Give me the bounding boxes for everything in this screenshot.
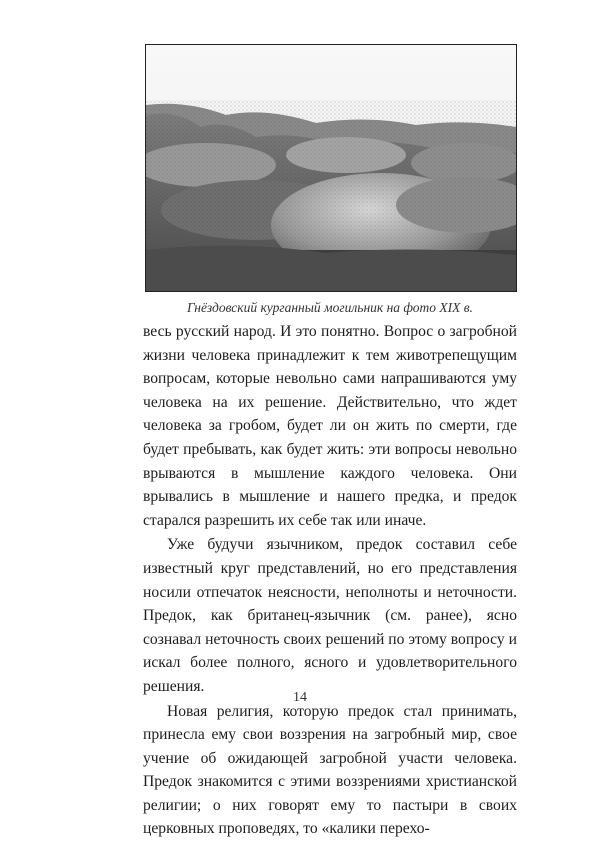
body-text	[143, 320, 517, 841]
figure-caption: Гнёздовский курганный могильник на фото XIX в.	[140, 300, 520, 316]
page-number: 14	[0, 690, 600, 706]
paragraph-3: Новая религия, которую предок стал принимать, принесла ему свои воззрения на загробный мир, свое учение об ожидающей загробной участи человека. Предок знакомится с этими воззрениями христианской религии; о них говорят ему то пастыри в своих церковных проповедях, то «калики перехо-	[143, 700, 517, 841]
paragraph-1: весь русский народ. И это понятно. Вопрос о загробной жизни человека принадлежит к тем животрепещущим вопросам, которые невольно сами напрашиваются уму человека на их решение. Действительно, что ждет человека за гробом, будет ли он жить по смерти, где будет пребывать, как будет жить: эти вопросы невольно врываются в мышление каждого человека. Они врывались в мышление и нашего предка, и предок старался разрешить их себе так или иначе.	[143, 320, 517, 532]
burial-mounds-photo	[145, 44, 517, 292]
photo-illustration	[146, 45, 516, 291]
paragraph-2: Уже будучи язычником, предок составил себе известный круг представлений, но его представления носили отпечаток неясности, неполноты и неточности. Предок, как британец-язычник (см. ранее), ясно сознавал неточность своих решений по этому вопросу и искал более полного, ясного и удовлетворительного решения.	[143, 533, 517, 698]
